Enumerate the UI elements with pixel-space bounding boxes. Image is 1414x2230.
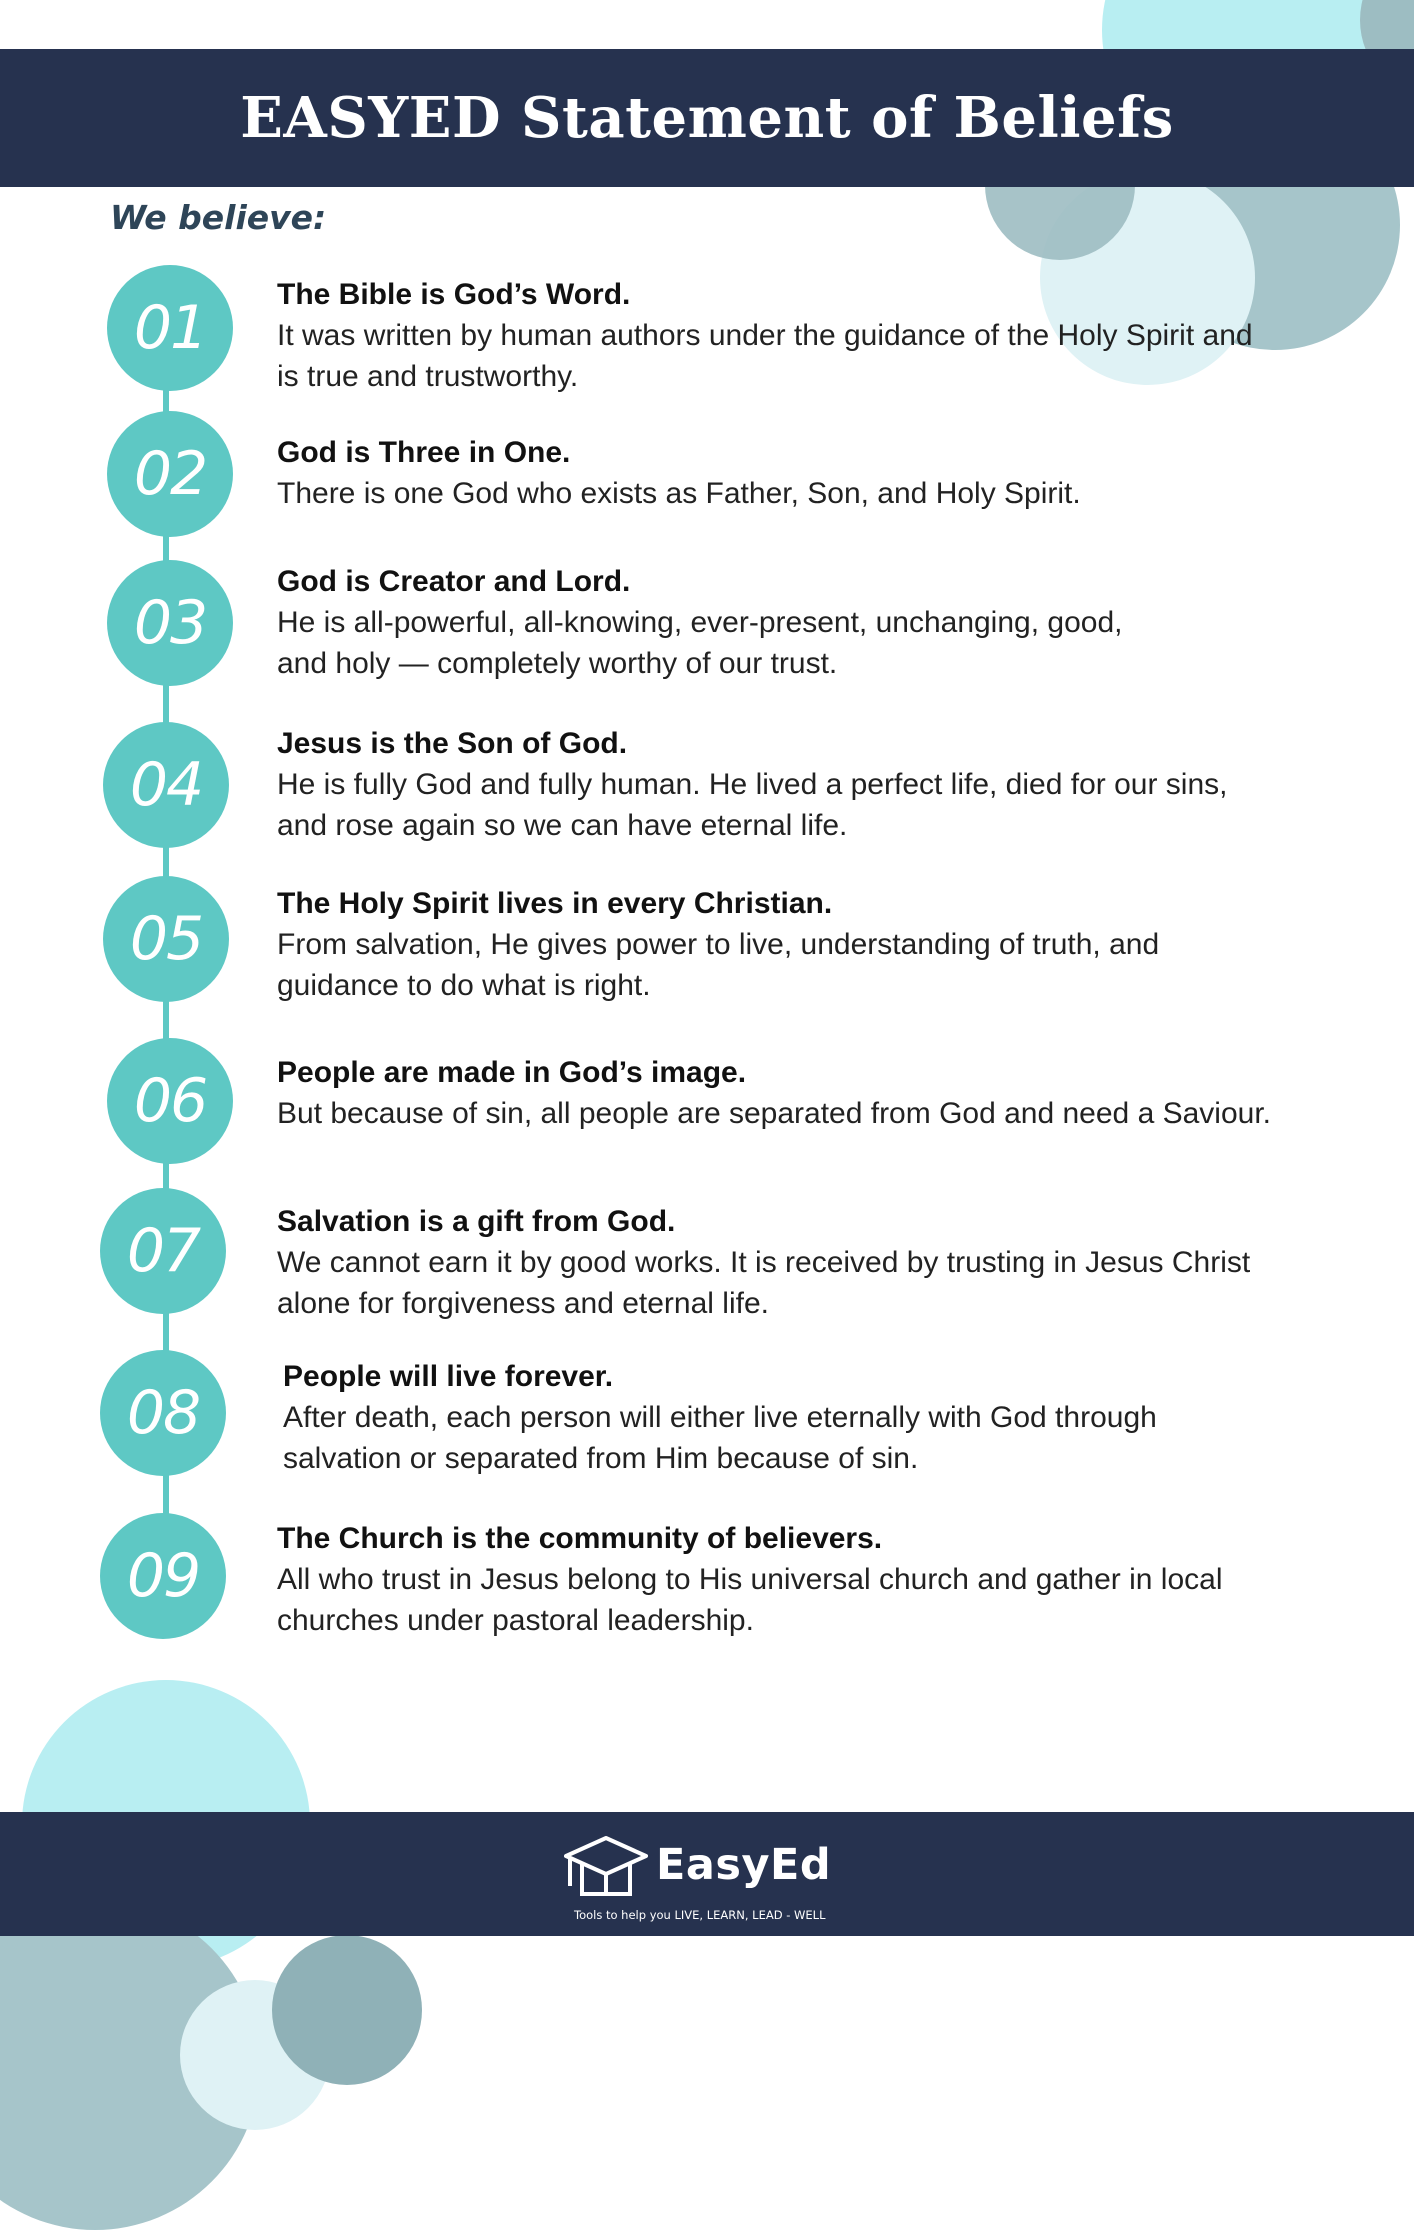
belief-number-badge: 06 bbox=[107, 1038, 233, 1164]
header-band bbox=[0, 49, 1414, 187]
intro-text: We believe: bbox=[110, 198, 327, 237]
belief-number-badge: 05 bbox=[103, 876, 229, 1002]
belief-title: Jesus is the Son of God. bbox=[277, 727, 628, 760]
belief-title: People will live forever. bbox=[283, 1360, 614, 1393]
belief-item bbox=[277, 1518, 1277, 1641]
belief-description: After death, each person will either live eternally with God through salvation or separated from Him because of sin. bbox=[283, 1401, 1157, 1475]
belief-description: He is all-powerful, all-knowing, ever-present, unchanging, good, and holy — completely worthy of our trust. bbox=[277, 606, 1123, 680]
belief-number-badge: 04 bbox=[103, 722, 229, 848]
graduation-cap-icon bbox=[564, 1834, 648, 1906]
belief-number-badge: 03 bbox=[107, 560, 233, 686]
belief-description: We cannot earn it by good works. It is received by trusting in Jesus Christ alone for forgiveness and eternal life. bbox=[277, 1246, 1251, 1320]
belief-title: People are made in God’s image. bbox=[277, 1056, 747, 1089]
logo-text: EasyEd bbox=[656, 1840, 832, 1890]
logo-tagline: Tools to help you LIVE, LEARN, LEAD - WELL bbox=[574, 1908, 826, 1922]
belief-number-badge: 08 bbox=[100, 1350, 226, 1476]
belief-item bbox=[277, 1201, 1277, 1324]
belief-number-badge: 07 bbox=[100, 1188, 226, 1314]
belief-item bbox=[277, 723, 1277, 846]
footer-band bbox=[0, 1812, 1414, 1936]
belief-item bbox=[277, 883, 1277, 1006]
belief-title: The Church is the community of believers. bbox=[277, 1522, 883, 1555]
belief-title: The Holy Spirit lives in every Christian. bbox=[277, 887, 833, 920]
belief-description: It was written by human authors under the guidance of the Holy Spirit and is true and trustworthy. bbox=[277, 319, 1253, 393]
belief-number-badge: 09 bbox=[100, 1513, 226, 1639]
belief-title: God is Creator and Lord. bbox=[277, 565, 631, 598]
belief-item bbox=[277, 274, 1257, 397]
belief-description: All who trust in Jesus belong to His universal church and gather in local churches under pastoral leadership. bbox=[277, 1563, 1223, 1637]
belief-title: The Bible is God’s Word. bbox=[277, 278, 631, 311]
decorative-circle bbox=[272, 1935, 422, 2085]
belief-item bbox=[277, 1052, 1277, 1134]
belief-title: God is Three in One. bbox=[277, 436, 571, 469]
belief-number-badge: 01 bbox=[107, 265, 233, 391]
belief-description: He is fully God and fully human. He lived a perfect life, died for our sins, and rose again so we can have eternal life. bbox=[277, 768, 1228, 842]
page-title: EASYED Statement of Beliefs bbox=[240, 85, 1174, 151]
logo bbox=[560, 1824, 860, 1928]
belief-item bbox=[283, 1356, 1283, 1479]
belief-number-badge: 02 bbox=[107, 411, 233, 537]
belief-item bbox=[277, 561, 1157, 684]
belief-item bbox=[277, 432, 1257, 514]
belief-description: There is one God who exists as Father, Son, and Holy Spirit. bbox=[277, 477, 1081, 510]
belief-description: From salvation, He gives power to live, understanding of truth, and guidance to do what is right. bbox=[277, 928, 1160, 1002]
belief-description: But because of sin, all people are separated from God and need a Saviour. bbox=[277, 1097, 1271, 1130]
belief-title: Salvation is a gift from God. bbox=[277, 1205, 676, 1238]
